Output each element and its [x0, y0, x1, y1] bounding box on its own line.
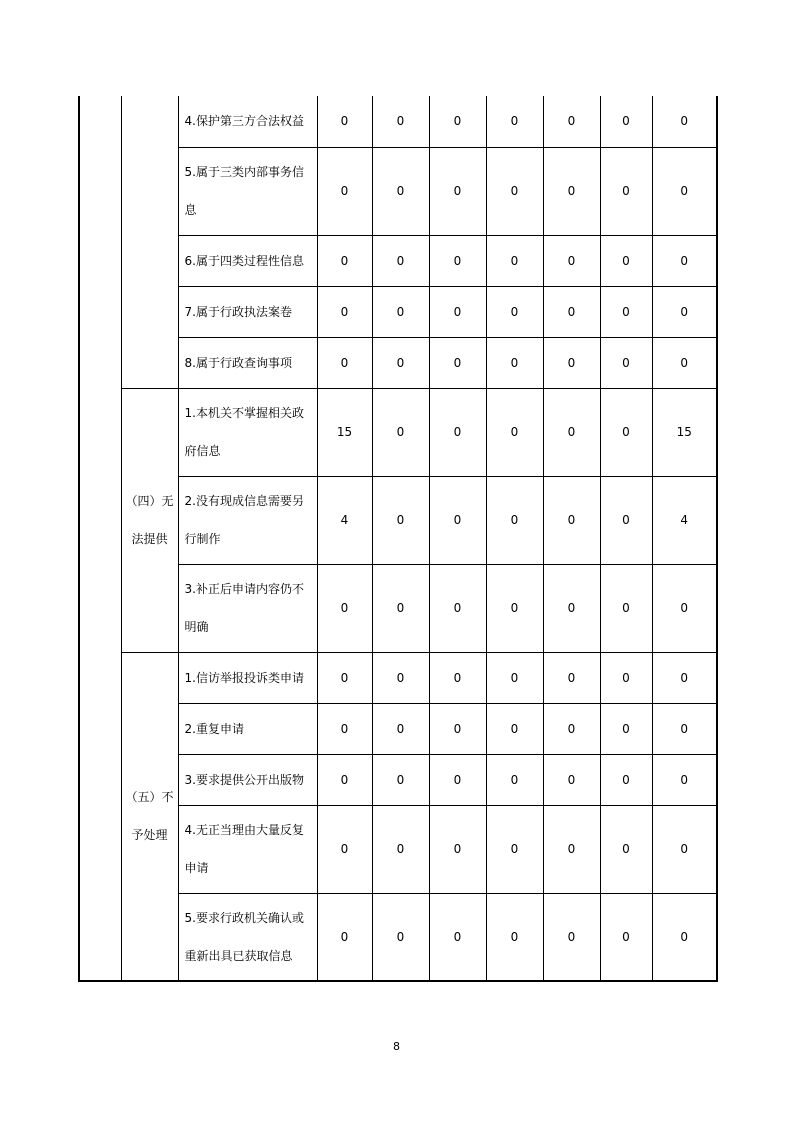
value-cell: 0 — [372, 286, 429, 337]
value-cell: 0 — [543, 388, 600, 476]
value-cell: 0 — [486, 286, 543, 337]
value-cell: 15 — [652, 388, 717, 476]
item-label-cell: 5.要求行政机关确认或重新出具已获取信息 — [178, 893, 317, 981]
value-cell: 0 — [600, 805, 652, 893]
value-cell: 0 — [372, 388, 429, 476]
item-label-cell: 2.没有现成信息需要另行制作 — [178, 476, 317, 564]
item-label-cell: 3.要求提供公开出版物 — [178, 754, 317, 805]
value-cell: 0 — [317, 235, 372, 286]
value-cell: 0 — [372, 652, 429, 703]
category-cell: （五）不予处理 — [121, 652, 178, 981]
value-cell: 0 — [429, 805, 486, 893]
table-row — [79, 96, 717, 147]
value-cell: 0 — [372, 703, 429, 754]
value-cell: 0 — [372, 564, 429, 652]
value-cell: 0 — [372, 476, 429, 564]
item-label-cell: 4.保护第三方合法权益 — [178, 96, 317, 147]
value-cell: 0 — [317, 805, 372, 893]
item-label-cell: 5.属于三类内部事务信息 — [178, 147, 317, 235]
value-cell: 0 — [317, 703, 372, 754]
value-cell: 0 — [652, 96, 717, 147]
value-cell: 0 — [429, 703, 486, 754]
value-cell: 0 — [486, 147, 543, 235]
value-cell: 0 — [486, 652, 543, 703]
item-label-cell: 8.属于行政查询事项 — [178, 337, 317, 388]
value-cell: 0 — [486, 703, 543, 754]
value-cell: 0 — [486, 754, 543, 805]
item-label-cell: 6.属于四类过程性信息 — [178, 235, 317, 286]
value-cell: 0 — [600, 235, 652, 286]
value-cell: 0 — [543, 893, 600, 981]
item-label-cell: 1.信访举报投诉类申请 — [178, 652, 317, 703]
value-cell: 0 — [372, 337, 429, 388]
category-cell — [121, 96, 178, 388]
value-cell: 0 — [543, 96, 600, 147]
value-cell: 0 — [317, 652, 372, 703]
value-cell: 0 — [543, 703, 600, 754]
statistics-table — [78, 96, 718, 982]
value-cell: 0 — [486, 337, 543, 388]
value-cell: 0 — [652, 652, 717, 703]
value-cell: 0 — [652, 147, 717, 235]
value-cell: 0 — [652, 564, 717, 652]
value-cell: 0 — [372, 893, 429, 981]
value-cell: 0 — [543, 476, 600, 564]
value-cell: 0 — [543, 805, 600, 893]
value-cell: 0 — [429, 147, 486, 235]
value-cell: 0 — [600, 96, 652, 147]
value-cell: 0 — [429, 96, 486, 147]
value-cell: 0 — [372, 805, 429, 893]
value-cell: 4 — [652, 476, 717, 564]
page-number: 8 — [393, 1040, 400, 1053]
value-cell: 0 — [600, 476, 652, 564]
value-cell: 0 — [600, 337, 652, 388]
value-cell: 0 — [652, 805, 717, 893]
value-cell: 0 — [429, 388, 486, 476]
value-cell: 0 — [429, 337, 486, 388]
value-cell: 0 — [600, 754, 652, 805]
table-row — [79, 652, 717, 703]
value-cell: 0 — [429, 754, 486, 805]
value-cell: 0 — [429, 476, 486, 564]
value-cell: 0 — [652, 286, 717, 337]
value-cell: 0 — [372, 147, 429, 235]
value-cell: 0 — [486, 805, 543, 893]
value-cell: 15 — [317, 388, 372, 476]
value-cell: 0 — [486, 388, 543, 476]
value-cell: 0 — [543, 235, 600, 286]
category-cell: （四）无法提供 — [121, 388, 178, 652]
value-cell: 0 — [372, 235, 429, 286]
item-label-cell: 2.重复申请 — [178, 703, 317, 754]
value-cell: 4 — [317, 476, 372, 564]
value-cell: 0 — [600, 703, 652, 754]
value-cell: 0 — [486, 893, 543, 981]
value-cell: 0 — [600, 388, 652, 476]
value-cell: 0 — [317, 147, 372, 235]
item-label-cell: 4.无正当理由大量反复申请 — [178, 805, 317, 893]
value-cell: 0 — [652, 893, 717, 981]
value-cell: 0 — [543, 564, 600, 652]
value-cell: 0 — [317, 337, 372, 388]
value-cell: 0 — [486, 564, 543, 652]
item-label-cell: 3.补正后申请内容仍不明确 — [178, 564, 317, 652]
value-cell: 0 — [317, 754, 372, 805]
value-cell: 0 — [486, 476, 543, 564]
value-cell: 0 — [317, 893, 372, 981]
value-cell: 0 — [543, 147, 600, 235]
value-cell: 0 — [543, 652, 600, 703]
value-cell: 0 — [486, 96, 543, 147]
value-cell: 0 — [600, 564, 652, 652]
outer-category-cell — [79, 96, 121, 981]
value-cell: 0 — [652, 337, 717, 388]
value-cell: 0 — [317, 564, 372, 652]
value-cell: 0 — [429, 893, 486, 981]
item-label-cell: 7.属于行政执法案卷 — [178, 286, 317, 337]
value-cell: 0 — [600, 286, 652, 337]
value-cell: 0 — [372, 96, 429, 147]
table-row — [79, 388, 717, 476]
value-cell: 0 — [317, 96, 372, 147]
value-cell: 0 — [652, 754, 717, 805]
value-cell: 0 — [652, 235, 717, 286]
item-label-cell: 1.本机关不掌握相关政府信息 — [178, 388, 317, 476]
value-cell: 0 — [600, 893, 652, 981]
value-cell: 0 — [317, 286, 372, 337]
value-cell: 0 — [652, 703, 717, 754]
value-cell: 0 — [429, 564, 486, 652]
value-cell: 0 — [543, 337, 600, 388]
value-cell: 0 — [429, 652, 486, 703]
value-cell: 0 — [543, 754, 600, 805]
value-cell: 0 — [429, 286, 486, 337]
table-body — [79, 96, 717, 981]
value-cell: 0 — [600, 652, 652, 703]
value-cell: 0 — [600, 147, 652, 235]
value-cell: 0 — [429, 235, 486, 286]
value-cell: 0 — [486, 235, 543, 286]
value-cell: 0 — [372, 754, 429, 805]
value-cell: 0 — [543, 286, 600, 337]
